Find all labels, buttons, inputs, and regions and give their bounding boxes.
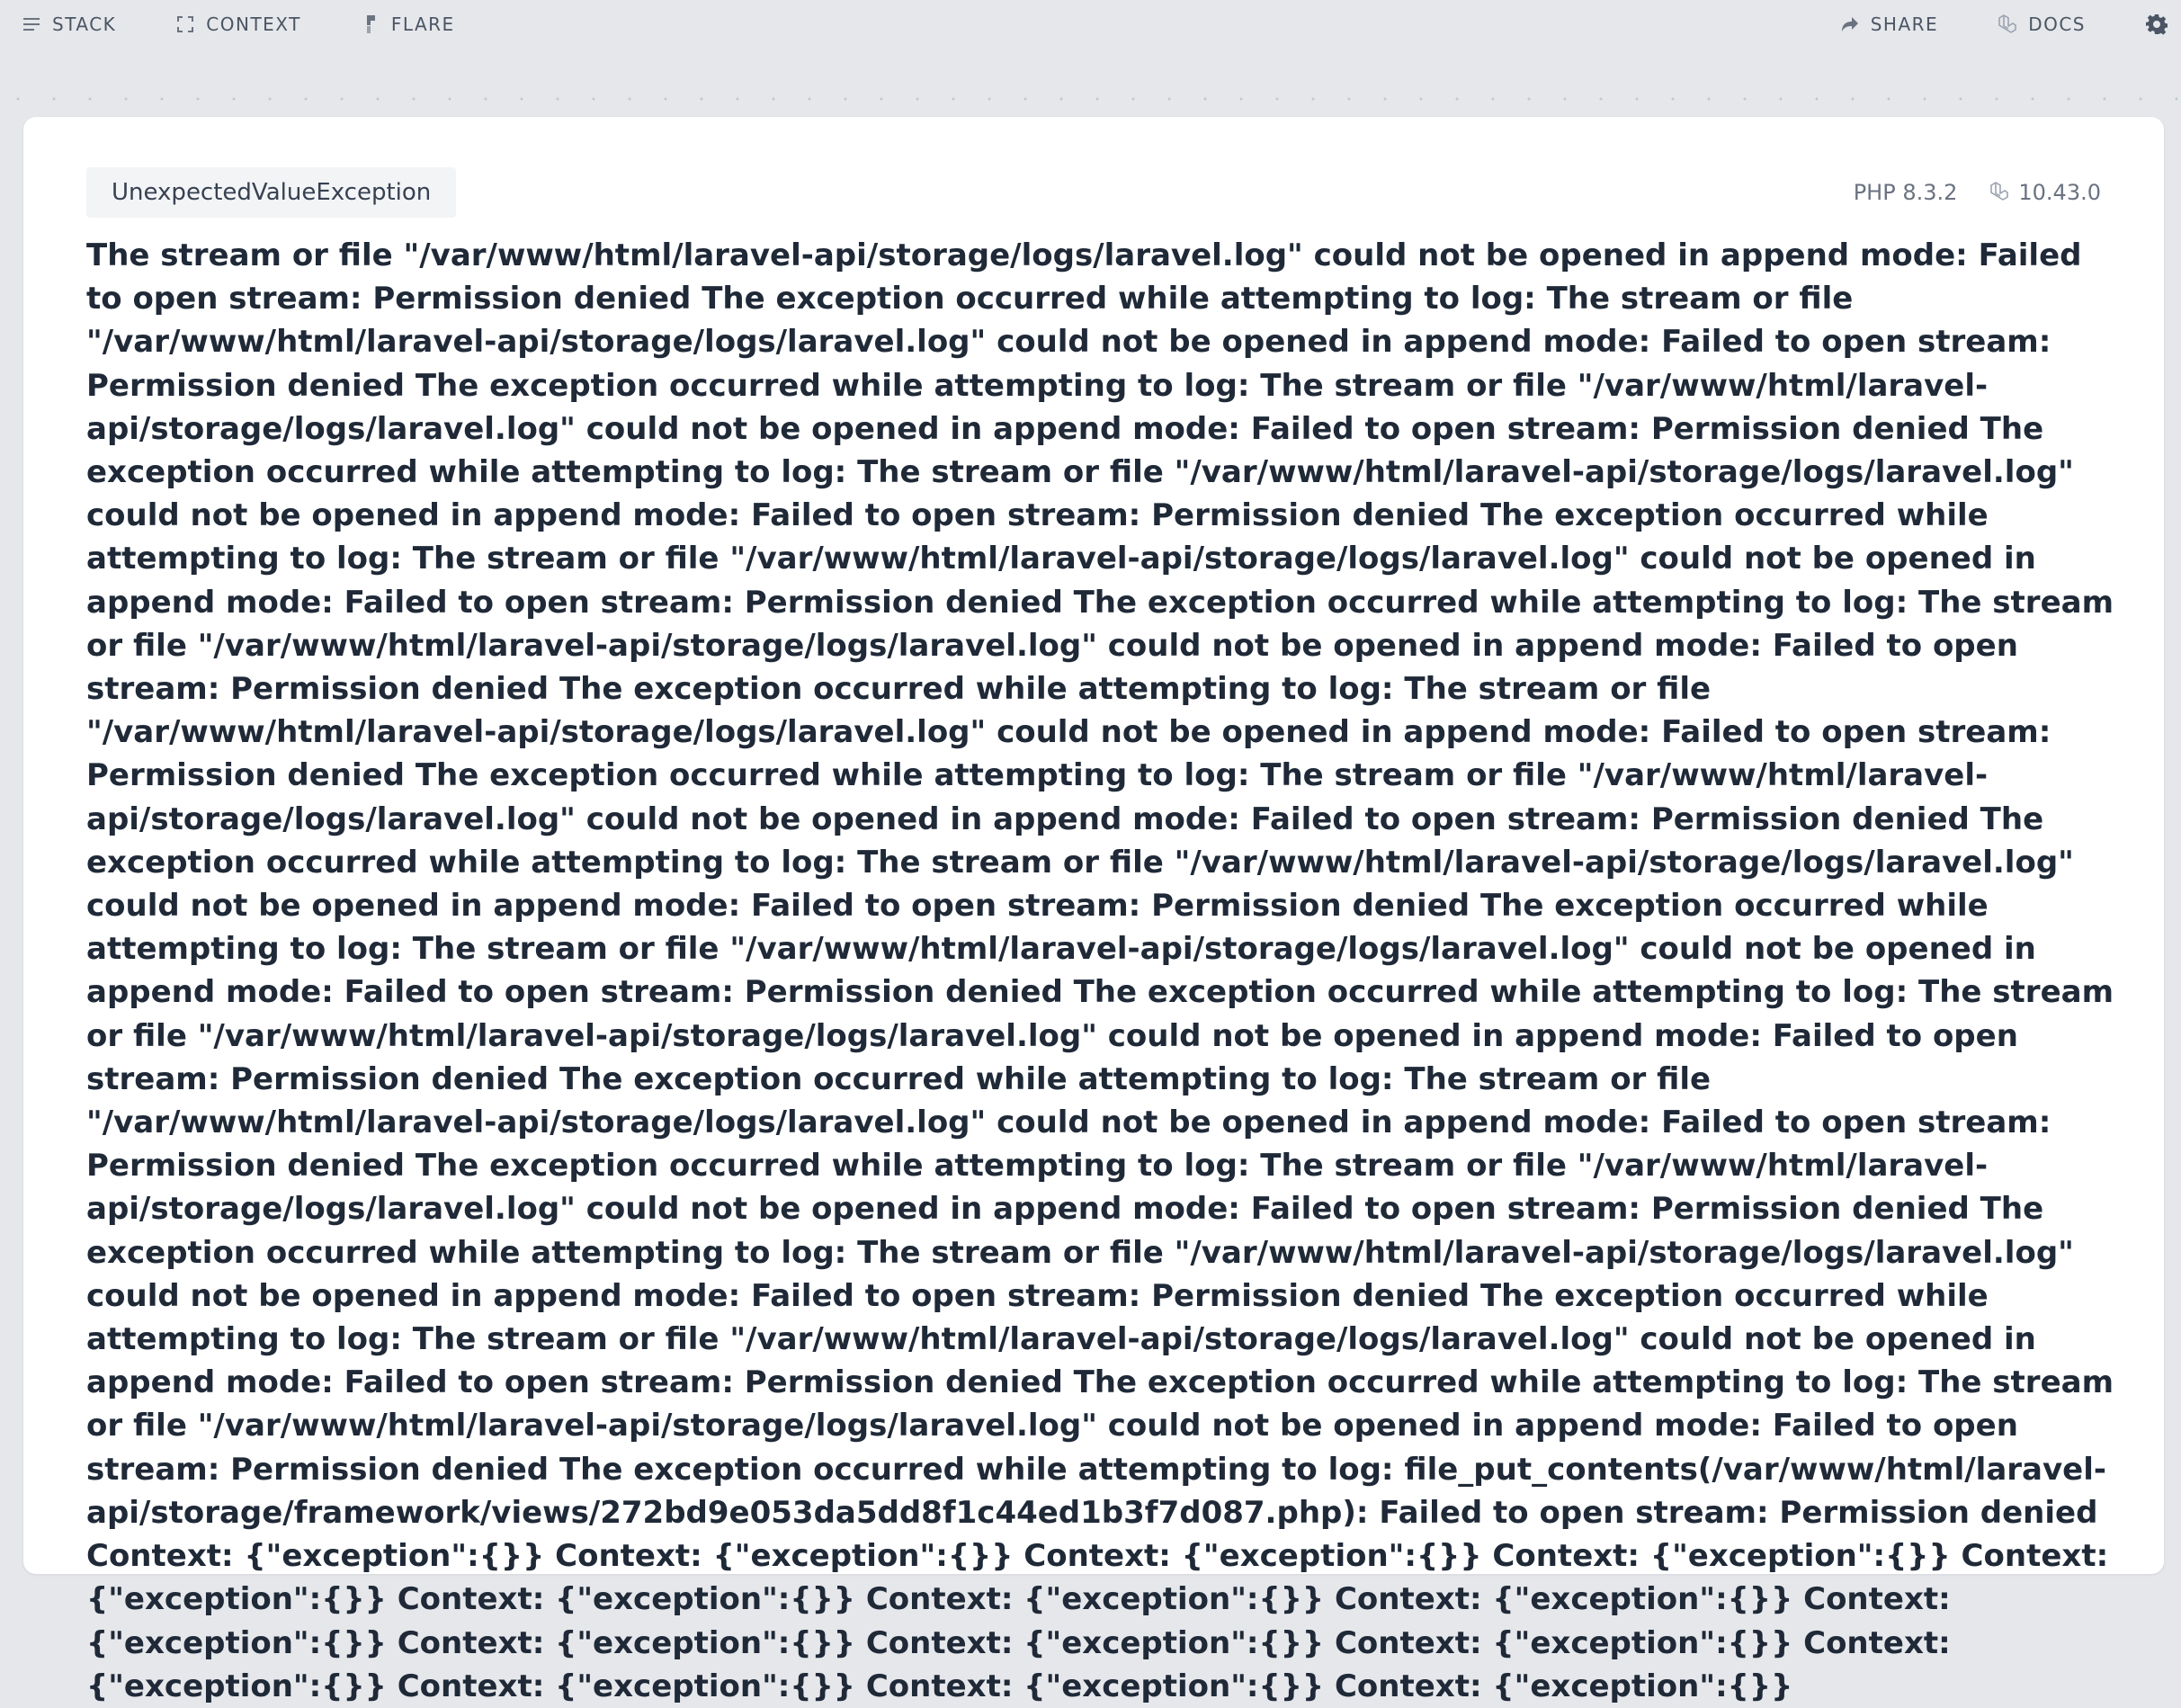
laravel-version: 10.43.0 — [2018, 180, 2101, 205]
docs-link[interactable] — [1998, 13, 2086, 35]
stack-tab[interactable] — [22, 13, 116, 35]
exception-class-badge[interactable]: UnexpectedValueException — [86, 167, 456, 218]
share-button-label: SHARE — [1870, 13, 1939, 35]
laravel-icon — [1989, 182, 2011, 203]
context-tab-label: CONTEXT — [206, 13, 301, 35]
expand-icon — [175, 14, 195, 34]
settings-button[interactable] — [2145, 13, 2168, 36]
docs-link-label: DOCS — [2028, 13, 2086, 35]
share-button[interactable] — [1840, 13, 1938, 35]
list-icon — [22, 14, 41, 34]
share-icon — [1840, 14, 1860, 34]
flare-tab-label: FLARE — [390, 13, 455, 35]
flare-tab[interactable] — [361, 13, 455, 35]
top-toolbar — [0, 0, 2181, 49]
context-tab[interactable] — [175, 13, 301, 35]
stack-tab-label: STACK — [52, 13, 117, 35]
flare-icon — [361, 14, 380, 34]
laravel-icon — [1998, 14, 2017, 34]
exception-message: The stream or file "/var/www/html/laravel-api/storage/logs/laravel.log" could not be opened in append mode: Failed to open stream: Permission denied The exception occurred while attempting to log: The stream or file "/var/www/html/laravel-api/storage/logs/laravel.log" could not be opened in append mode: Failed to open stream: Permission denied The exception occurred while attempting to log: The stream or file "/var/www/html/laravel-api/storage/logs/laravel.log" could not be opened in append mode: Failed to open stream: Permission denied The exception occurred while attempting to log: The stream or file "/var/www/html/laravel-api/storage/logs/laravel.log" could not be opened in append mode: Failed to open stream: Permission denied The exception occurred while attempting to log: The stream or file "/var/www/html/laravel-api/storage/logs/laravel.log" could not be opened in append mode: Failed to open stream: Permission denied The exception occurred while attempting to log: The stream or file "/var/www/html/laravel-api/storage/logs/laravel.log" could not be opened in append mode: Failed to open stream: Permission denied The exception occurred while attempting to log: The stream or file "/var/www/html/laravel-api/storage/logs/laravel.log" could not be opened in append mode: Failed to open stream: Permission denied The exception occurred while attempting to log: The stream or file "/var/www/html/laravel-api/storage/logs/laravel.log" could not be opened in append mode: Failed to open stream: Permission denied The exception occurred while attempting to log: The stream or file "/var/www/html/laravel-api/storage/logs/laravel.log" could not be opened in append mode: Failed to open stream: Permission denied The exception occurred while attempting to log: The stream or file "/var/www/html/laravel-api/storage/logs/laravel.log" could not be opened in append mode: Failed to open stream: Permission denied The exception occurred while attempting to log: The stream or file "/var/www/html/laravel-api/storage/logs/laravel.log" could not be opened in append mode: Failed to open stream: Permission denied The exception occurred while attempting to log: The stream or file "/var/www/html/laravel-api/storage/logs/laravel.log" could not be opened in append mode: Failed to open stream: Permission denied The exception occurred while attempting to log: The stream or file "/var/www/html/laravel-api/storage/logs/laravel.log" could not be opened in append mode: Failed to open stream: Permission denied The exception occurred while attempting to log: The stream or file "/var/www/html/laravel-api/storage/logs/laravel.log" could not be opened in append mode: Failed to open stream: Permission denied The exception occurred while attempting to log: The stream or file "/var/www/html/laravel-api/storage/logs/laravel.log" could not be opened in append mode: Failed to open stream: Permission denied The exception occurred while attempting to log: The stream or file "/var/www/html/laravel-api/storage/logs/laravel.log" could not be opened in append mode: Failed to open stream: Permission denied The exception occurred while attempting to log: file_put_contents(/var/www/html/laravel-api/storage/framework/views/272bd9e053da5dd8f1c44ed1b3f7d087.php): Failed to open stream: Permission denied Context: {"exception":{}} Context: {"exception":{}} Context: {"exception":{}} Context: {"exception":{}} Context: {"exception":{}} Context: {"exception":{}} Context: {"exception":{}} Context: {"exception":{}} Context: {"exception":{}} Context: {"exception":{}} Context: {"exception":{}} Context: {"exception":{}} Context: {"exception":{}} Context: {"exception":{}} Context: {"exception":{}} Context: {"exception":{}} — [86, 237, 2114, 1704]
gear-icon — [2145, 13, 2168, 36]
toolbar-divider — [0, 97, 2181, 101]
version-info — [1854, 180, 2101, 205]
error-card — [23, 117, 2164, 1704]
error-header — [86, 167, 2101, 218]
laravel-version-group — [1989, 180, 2101, 205]
php-version: PHP 8.3.2 — [1853, 180, 1958, 205]
toolbar-left — [22, 13, 514, 35]
toolbar-right — [1781, 13, 2168, 36]
